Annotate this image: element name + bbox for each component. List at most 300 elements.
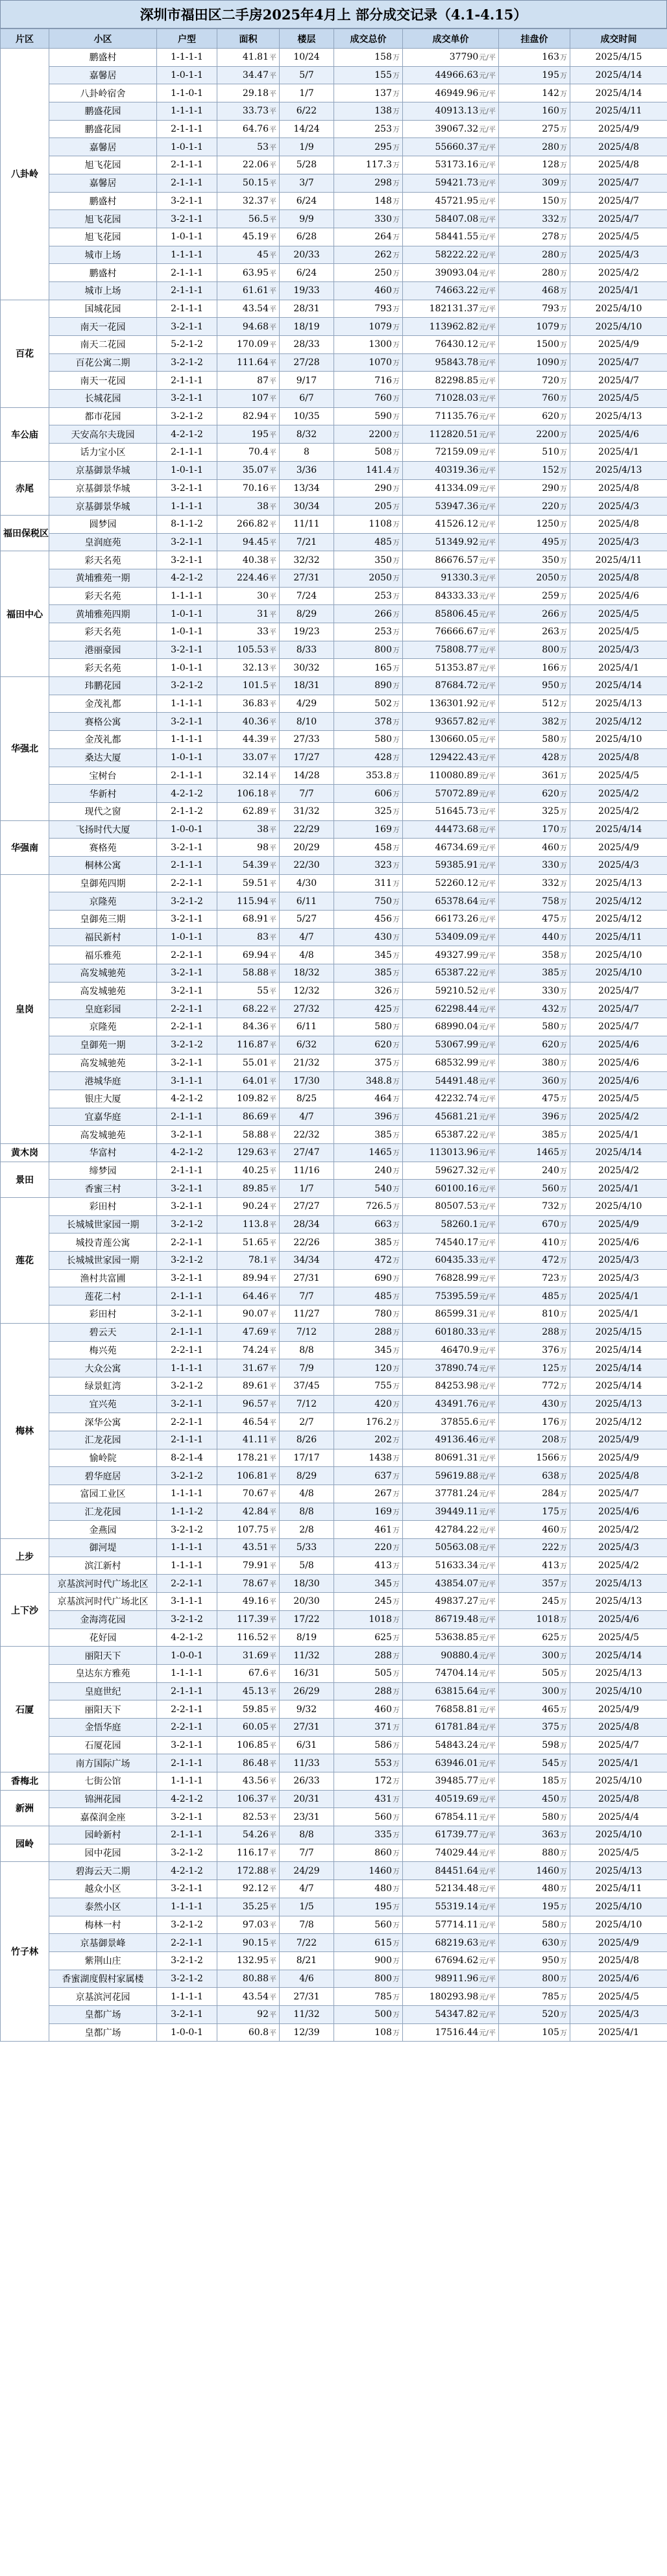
deal-date-cell: 2025/4/7: [570, 210, 667, 228]
total-price-cell-value: 663: [374, 1219, 392, 1230]
table-row: [1, 1772, 667, 1791]
unit-price-cell-unit: 元/平: [479, 538, 496, 547]
district-cell: 香梅北: [1, 1772, 49, 1791]
community-cell: 香蜜三村: [49, 1180, 157, 1198]
list-price-cell-value: 332: [542, 877, 559, 888]
area-cell-value: 53: [257, 141, 269, 152]
deal-date-cell: 2025/4/11: [570, 551, 667, 569]
list-price-cell-unit: 万: [560, 1795, 567, 1804]
area-cell-unit: 平: [269, 1723, 276, 1732]
layout-cell: 2-1-1-1: [157, 1682, 217, 1700]
list-price-cell-unit: 万: [560, 1759, 567, 1768]
list-price-cell-unit: 万: [560, 1705, 567, 1714]
list-price-cell-value: 176: [542, 1416, 559, 1427]
deal-date-cell: 2025/4/8: [570, 156, 667, 174]
list-price-cell-value: 330: [542, 986, 559, 997]
deal-date-cell: 2025/4/10: [570, 964, 667, 983]
list-price-cell: [499, 1234, 570, 1252]
table-row: [1, 1395, 667, 1413]
area-cell-value: 113.8: [242, 1219, 269, 1230]
area-cell-value: 22.06: [242, 160, 269, 171]
deal-date-cell: 2025/4/5: [570, 1628, 667, 1647]
area-cell-value: 111.64: [237, 357, 269, 368]
table-row: [1, 767, 667, 785]
community-cell: 京基御景峰: [49, 1934, 157, 1952]
unit-price-cell: [403, 1988, 499, 2006]
area-cell-value: 89.85: [242, 1183, 269, 1194]
area-cell-value: 116.17: [237, 1848, 269, 1859]
unit-price-cell: [403, 1503, 499, 1521]
list-price-cell: [499, 1808, 570, 1826]
unit-price-cell-value: 45721.95: [435, 195, 479, 206]
unit-price-cell: [403, 1862, 499, 1880]
unit-price-cell-unit: 元/平: [479, 700, 496, 709]
list-price-cell: [499, 1790, 570, 1808]
community-cell: 嘉葆润金座: [49, 1808, 157, 1826]
deal-date-cell: 2025/4/5: [570, 623, 667, 641]
list-price-cell: [499, 479, 570, 497]
area-cell: [217, 497, 280, 516]
layout-cell: 1-1-1-1: [157, 1772, 217, 1791]
list-price-cell: [499, 1198, 570, 1216]
area-cell: [217, 1036, 280, 1054]
area-cell-unit: 平: [269, 215, 276, 224]
total-price-cell: [334, 1162, 403, 1180]
area-cell-unit: 平: [269, 1256, 276, 1265]
table-row: [1, 1862, 667, 1880]
unit-price-cell-value: 76430.12: [435, 339, 479, 350]
list-price-cell: [499, 1521, 570, 1539]
area-cell-unit: 平: [269, 2010, 276, 2020]
total-price-cell: [334, 479, 403, 497]
floor-cell: 7/7: [280, 1287, 334, 1306]
floor-cell: 17/22: [280, 1610, 334, 1628]
deal-date-cell: 2025/4/8: [570, 1951, 667, 1970]
unit-price-cell-value: 39449.11: [435, 1507, 479, 1518]
total-price-cell-value: 262: [374, 249, 392, 260]
total-price-cell-unit: 万: [393, 1508, 400, 1517]
total-price-cell-value: 169: [374, 1507, 392, 1518]
list-price-cell: [499, 677, 570, 695]
area-cell-value: 50.15: [242, 178, 269, 189]
layout-cell: 1-1-1-1: [157, 1485, 217, 1503]
table-row: [1, 1790, 667, 1808]
table-row: [1, 1754, 667, 1772]
unit-price-cell-unit: 元/平: [479, 879, 496, 888]
unit-price-cell-unit: 元/平: [479, 1112, 496, 1121]
area-cell-unit: 平: [269, 1992, 276, 2001]
total-price-cell-unit: 万: [393, 933, 400, 942]
area-cell: [217, 1413, 280, 1431]
total-price-cell-value: 371: [374, 1722, 392, 1733]
area-cell: [217, 1664, 280, 1682]
area-cell: [217, 336, 280, 354]
unit-price-cell: [403, 1395, 499, 1413]
area-cell: [217, 1090, 280, 1108]
list-price-cell: [499, 1718, 570, 1736]
list-price-cell: [499, 731, 570, 749]
list-price-cell-unit: 万: [560, 1400, 567, 1409]
total-price-cell-unit: 万: [393, 1920, 400, 1929]
list-price-cell-unit: 万: [560, 1831, 567, 1840]
total-price-cell-value: 108: [374, 2027, 392, 2038]
community-cell: 京基滨河时代广场北区: [49, 1575, 157, 1593]
list-price-cell: [499, 1054, 570, 1072]
area-cell-unit: 平: [269, 1544, 276, 1553]
area-cell: [217, 49, 280, 67]
floor-cell: 27/31: [280, 1269, 334, 1287]
area-cell-unit: 平: [269, 179, 276, 188]
deal-date-cell: 2025/4/5: [570, 1090, 667, 1108]
unit-price-cell-unit: 元/平: [479, 1346, 496, 1355]
total-price-cell-value: 785: [374, 1991, 392, 2002]
list-price-cell: [499, 120, 570, 138]
list-price-cell: [499, 461, 570, 479]
unit-price-cell-unit: 元/平: [479, 89, 496, 98]
list-price-cell-value: 175: [542, 1507, 559, 1518]
table-row: [1, 1647, 667, 1665]
unit-price-cell-unit: 元/平: [479, 843, 496, 852]
floor-cell: 9/32: [280, 1700, 334, 1719]
total-price-cell-unit: 万: [393, 1597, 400, 1606]
area-cell-value: 89.61: [242, 1381, 269, 1392]
area-cell-unit: 平: [269, 1866, 276, 1876]
list-price-cell-value: 396: [542, 1111, 559, 1122]
list-price-cell-value: 240: [542, 1165, 559, 1176]
list-price-cell-value: 195: [542, 1902, 559, 1913]
area-cell-unit: 平: [269, 1166, 276, 1175]
total-price-cell-unit: 万: [393, 1328, 400, 1337]
area-cell: [217, 192, 280, 210]
table-row: [1, 2005, 667, 2023]
layout-cell: 1-0-1-1: [157, 623, 217, 641]
unit-price-cell-value: 44473.68: [435, 824, 479, 835]
unit-price-cell-value: 45681.21: [435, 1111, 479, 1122]
unit-price-cell: [403, 300, 499, 318]
list-price-cell-unit: 万: [560, 1436, 567, 1445]
area-cell: [217, 444, 280, 462]
total-price-cell-unit: 万: [393, 1221, 400, 1230]
unit-price-cell: [403, 623, 499, 641]
deal-date-cell: 2025/4/8: [570, 1467, 667, 1485]
community-cell: 福乐雅苑: [49, 946, 157, 964]
unit-price-cell: [403, 1000, 499, 1018]
table-row: [1, 2023, 667, 2042]
floor-cell: 8/21: [280, 1951, 334, 1970]
unit-price-cell-value: 43854.07: [435, 1578, 479, 1589]
total-price-cell-unit: 万: [393, 1112, 400, 1121]
table-row: [1, 66, 667, 84]
table-row: [1, 1988, 667, 2006]
list-price-cell: [499, 1306, 570, 1324]
unit-price-cell-value: 84333.33: [435, 590, 479, 601]
table-row: [1, 605, 667, 623]
list-price-cell-value: 475: [542, 1093, 559, 1104]
floor-cell: 7/8: [280, 1916, 334, 1934]
community-cell: 丽阳天下: [49, 1647, 157, 1665]
layout-cell: 3-2-1-1: [157, 839, 217, 857]
table-row: [1, 839, 667, 857]
table-row: [1, 1287, 667, 1306]
unit-price-cell: [403, 1431, 499, 1449]
total-price-cell-value: 290: [374, 483, 392, 494]
table-row: [1, 1916, 667, 1934]
unit-price-cell-value: 74029.44: [435, 1848, 479, 1859]
list-price-cell-unit: 万: [560, 1562, 567, 1571]
list-price-cell: [499, 1772, 570, 1791]
unit-price-cell-value: 80691.31: [435, 1452, 479, 1463]
total-price-cell-value: 460: [374, 285, 392, 296]
floor-cell: 34/34: [280, 1252, 334, 1270]
area-cell: [217, 1808, 280, 1826]
layout-cell: 3-2-1-2: [157, 1521, 217, 1539]
list-price-cell: [499, 210, 570, 228]
unit-price-cell-value: 68219.63: [435, 1937, 479, 1948]
floor-cell: 18/32: [280, 964, 334, 983]
floor-cell: 11/11: [280, 515, 334, 533]
area-cell-value: 59.85: [242, 1704, 269, 1715]
list-price-cell-unit: 万: [560, 951, 567, 960]
area-cell-unit: 平: [269, 682, 276, 691]
unit-price-cell-unit: 元/平: [479, 1130, 496, 1139]
community-cell: 玮鹏花园: [49, 677, 157, 695]
layout-cell: 3-2-1-1: [157, 1306, 217, 1324]
list-price-cell-value: 330: [542, 860, 559, 871]
area-cell-unit: 平: [269, 1974, 276, 1983]
list-price-cell-unit: 万: [560, 807, 567, 817]
area-cell-unit: 平: [269, 1310, 276, 1319]
area-cell-value: 116.87: [237, 1040, 269, 1051]
area-cell: [217, 1018, 280, 1036]
column-header: 户型: [157, 29, 217, 49]
table-row: [1, 1234, 667, 1252]
list-price-cell-value: 465: [542, 1704, 559, 1715]
layout-cell: 2-1-1-1: [157, 1287, 217, 1306]
total-price-cell-value: 169: [374, 824, 392, 835]
community-cell: 福民新村: [49, 928, 157, 946]
deal-date-cell: 2025/4/9: [570, 839, 667, 857]
floor-cell: 22/32: [280, 1126, 334, 1144]
layout-cell: 2-2-1-1: [157, 1341, 217, 1359]
area-cell-unit: 平: [269, 1382, 276, 1391]
list-price-cell-unit: 万: [560, 287, 567, 296]
total-price-cell-value: 325: [374, 806, 392, 817]
floor-cell: 6/24: [280, 264, 334, 282]
total-price-cell: [334, 281, 403, 300]
area-cell: [217, 407, 280, 425]
total-price-cell-value: 500: [374, 2009, 392, 2020]
unit-price-cell-unit: 元/平: [479, 1364, 496, 1373]
list-price-cell: [499, 1090, 570, 1108]
floor-cell: 17/27: [280, 748, 334, 767]
list-price-cell: [499, 1951, 570, 1970]
table-row: [1, 515, 667, 533]
layout-cell: 3-2-1-2: [157, 1844, 217, 1862]
total-price-cell: [334, 820, 403, 839]
total-price-cell-unit: 万: [393, 1292, 400, 1301]
list-price-cell: [499, 1898, 570, 1916]
area-cell-unit: 平: [269, 520, 276, 529]
total-price-cell: [334, 444, 403, 462]
floor-cell: 22/26: [280, 1234, 334, 1252]
area-cell-value: 43.54: [242, 303, 269, 314]
list-price-cell-unit: 万: [560, 466, 567, 475]
table-row: [1, 461, 667, 479]
area-cell-unit: 平: [269, 879, 276, 888]
area-cell: [217, 228, 280, 246]
list-price-cell: [499, 390, 570, 408]
community-cell: 南方国际广场: [49, 1754, 157, 1772]
community-cell: 彩天名苑: [49, 659, 157, 677]
floor-cell: 4/7: [280, 1880, 334, 1898]
unit-price-cell-unit: 元/平: [479, 1687, 496, 1696]
area-cell: [217, 713, 280, 731]
community-cell: 越众小区: [49, 1880, 157, 1898]
area-cell-value: 106.18: [237, 788, 269, 799]
unit-price-cell: [403, 1593, 499, 1611]
list-price-cell: [499, 1575, 570, 1593]
table-row: [1, 982, 667, 1000]
area-cell: [217, 1287, 280, 1306]
total-price-cell: [334, 911, 403, 929]
list-price-cell: [499, 1844, 570, 1862]
deal-date-cell: 2025/4/14: [570, 1377, 667, 1395]
list-price-cell-value: 620: [542, 1040, 559, 1051]
list-price-cell-unit: 万: [560, 1077, 567, 1086]
unit-price-cell-unit: 元/平: [479, 1238, 496, 1247]
list-price-cell-value: 545: [542, 1758, 559, 1769]
area-cell-unit: 平: [269, 1508, 276, 1517]
district-cell: 上步: [1, 1539, 49, 1575]
unit-price-cell-value: 59619.88: [435, 1470, 479, 1481]
unit-price-cell-unit: 元/平: [479, 215, 496, 224]
table-row: [1, 407, 667, 425]
unit-price-cell-unit: 元/平: [479, 466, 496, 475]
area-cell-unit: 平: [269, 1453, 276, 1462]
list-price-cell-value: 475: [542, 914, 559, 925]
area-cell-unit: 平: [269, 754, 276, 763]
table-row: [1, 1970, 667, 1988]
unit-price-cell: [403, 264, 499, 282]
unit-price-cell-unit: 元/平: [479, 322, 496, 331]
deal-date-cell: 2025/4/2: [570, 1556, 667, 1575]
table-row: [1, 156, 667, 174]
unit-price-cell-value: 62298.44: [435, 1003, 479, 1014]
layout-cell: 1-1-1-1: [157, 1988, 217, 2006]
list-price-cell-value: 810: [542, 1309, 559, 1320]
list-price-cell-value: 376: [542, 1344, 559, 1355]
floor-cell: 28/34: [280, 1215, 334, 1234]
deal-date-cell: 2025/4/1: [570, 1287, 667, 1306]
total-price-cell-value: 335: [374, 1830, 392, 1841]
deal-date-cell: 2025/4/1: [570, 1180, 667, 1198]
list-price-cell-unit: 万: [560, 412, 567, 422]
floor-cell: 30/34: [280, 497, 334, 516]
area-cell: [217, 1610, 280, 1628]
total-price-cell: [334, 192, 403, 210]
area-cell-value: 178.21: [237, 1452, 269, 1463]
list-price-cell-value: 363: [542, 1830, 559, 1841]
list-price-cell: [499, 569, 570, 587]
list-price-cell-unit: 万: [560, 502, 567, 511]
area-cell: [217, 84, 280, 102]
list-price-cell-value: 150: [542, 195, 559, 206]
total-price-cell-value: 195: [374, 1902, 392, 1913]
unit-price-cell: [403, 425, 499, 444]
list-price-cell-value: 288: [542, 1327, 559, 1338]
total-price-cell-value: 425: [374, 1003, 392, 1014]
area-cell-unit: 平: [269, 591, 276, 601]
list-price-cell: [499, 1647, 570, 1665]
list-price-cell-value: 468: [542, 285, 559, 296]
total-price-cell: [334, 1395, 403, 1413]
deal-date-cell: 2025/4/6: [570, 1970, 667, 1988]
area-cell-unit: 平: [269, 987, 276, 996]
table-row: [1, 641, 667, 659]
list-price-cell-value: 105: [542, 2027, 559, 2038]
floor-cell: 26/29: [280, 1682, 334, 1700]
list-price-cell: [499, 1682, 570, 1700]
unit-price-cell-value: 76828.99: [435, 1273, 479, 1284]
list-price-cell-unit: 万: [560, 1597, 567, 1606]
total-price-cell-unit: 万: [393, 682, 400, 691]
unit-price-cell: [403, 964, 499, 983]
area-cell: [217, 1575, 280, 1593]
total-price-cell-unit: 万: [393, 1274, 400, 1283]
unit-price-cell-unit: 元/平: [479, 1544, 496, 1553]
total-price-cell-unit: 万: [393, 700, 400, 709]
list-price-cell: [499, 318, 570, 336]
area-cell: [217, 1467, 280, 1485]
unit-price-cell: [403, 2005, 499, 2023]
list-price-cell-unit: 万: [560, 825, 567, 834]
community-cell: 南天一花园: [49, 318, 157, 336]
list-price-cell-unit: 万: [560, 1777, 567, 1786]
floor-cell: 18/30: [280, 1575, 334, 1593]
list-price-cell: [499, 911, 570, 929]
list-price-cell: [499, 623, 570, 641]
total-price-cell-unit: 万: [393, 556, 400, 565]
community-cell: 金悟华庭: [49, 1718, 157, 1736]
deal-date-cell: 2025/4/9: [570, 120, 667, 138]
unit-price-cell-unit: 元/平: [479, 861, 496, 870]
unit-price-cell: [403, 1018, 499, 1036]
area-cell-value: 45.19: [242, 232, 269, 243]
total-price-cell-unit: 万: [393, 161, 400, 170]
layout-cell: 3-2-1-1: [157, 533, 217, 551]
list-price-cell-unit: 万: [560, 520, 567, 529]
unit-price-cell: [403, 497, 499, 516]
column-header: 楼层: [280, 29, 334, 49]
area-cell: [217, 1521, 280, 1539]
list-price-cell-value: 772: [542, 1381, 559, 1392]
total-price-cell: [334, 587, 403, 605]
layout-cell: 3-2-1-1: [157, 479, 217, 497]
layout-cell: 1-0-0-1: [157, 820, 217, 839]
unit-price-cell-value: 46734.69: [435, 842, 479, 853]
list-price-cell-unit: 万: [560, 646, 567, 655]
list-price-cell: [499, 1180, 570, 1198]
area-cell-value: 34.47: [242, 70, 269, 81]
deal-date-cell: 2025/4/10: [570, 731, 667, 749]
list-price-cell: [499, 102, 570, 121]
total-price-cell-value: 625: [374, 1632, 392, 1643]
area-cell-unit: 平: [269, 1777, 276, 1786]
area-cell: [217, 1593, 280, 1611]
list-price-cell-unit: 万: [560, 933, 567, 942]
unit-price-cell: [403, 551, 499, 569]
deal-date-cell: 2025/4/15: [570, 49, 667, 67]
